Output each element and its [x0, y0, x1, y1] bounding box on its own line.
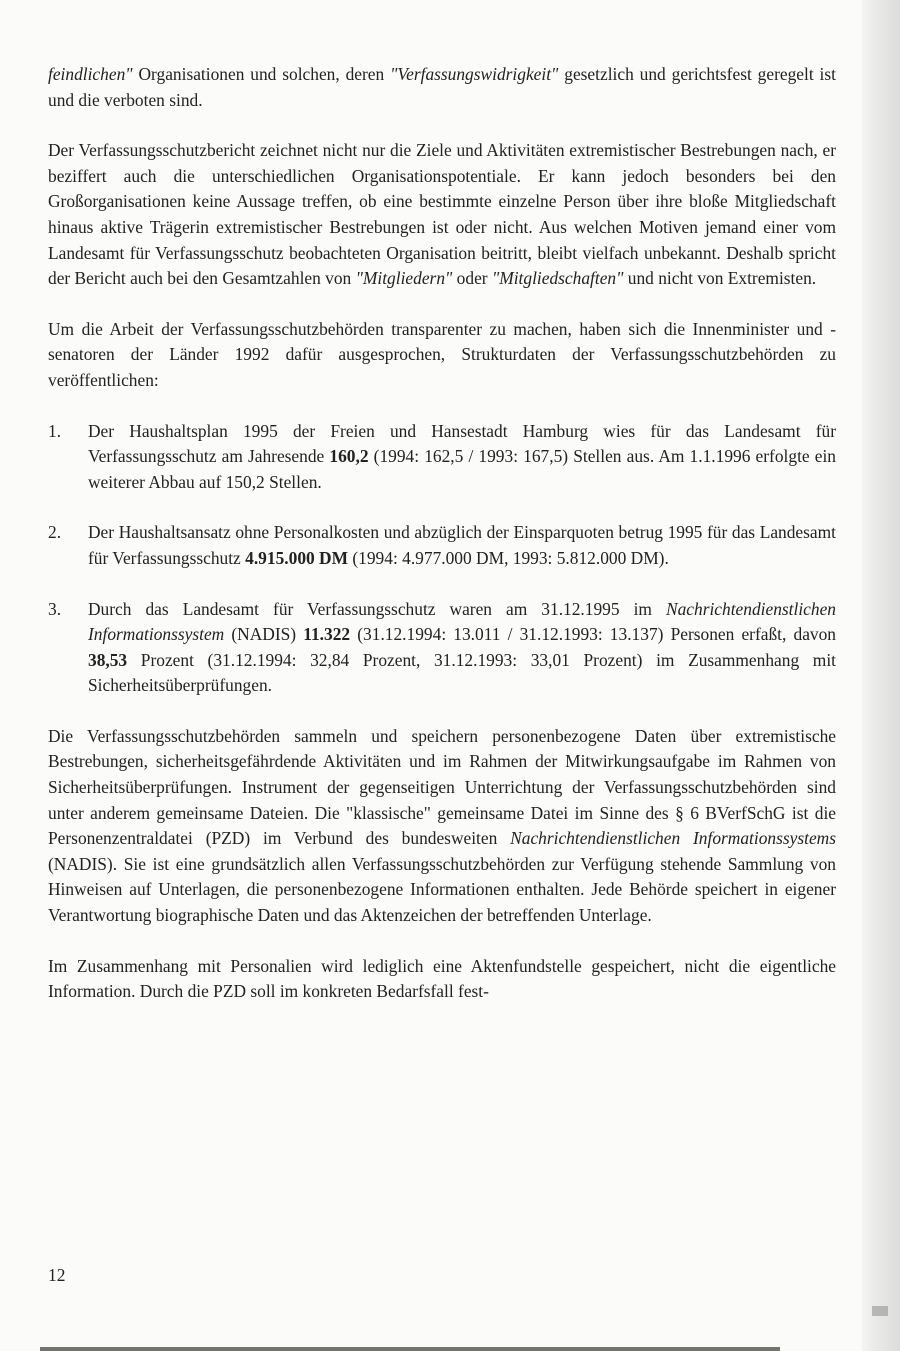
text-run: (NADIS) — [224, 624, 304, 645]
italic-term: "Mitgliedern" — [355, 268, 453, 289]
text-run: Prozent (31.12.1994: 32,84 Prozent, 31.12.1993: 33,01 Prozent) im Zusammenhang mit Sicherheitsüberprüfungen. — [88, 649, 836, 696]
page-number: 12 — [48, 1265, 66, 1285]
text-run: (1994: 4.977.000 DM, 1993: 5.812.000 DM). — [348, 547, 669, 568]
bold-value: 160,2 — [329, 446, 369, 467]
text-run: oder — [452, 268, 492, 289]
text-run: (1994: 162,5 / 1993: 167,5) Stellen aus. Am 1.1.1996 erfolgte ein weiterer Abbau auf 150,2 Stellen. — [88, 446, 836, 492]
list-number: 2. — [48, 522, 62, 543]
list-item — [48, 597, 836, 699]
list-number: 1. — [48, 420, 62, 441]
paragraph-report-description — [48, 138, 836, 292]
scan-mark — [872, 1306, 888, 1316]
text-run: Der Verfassungsschutzbericht zeichnet nicht nur die Ziele und Aktivitäten extremistischer Bestrebungen nach, er beziffert auch die unterschiedlichen Organisationspotentiale. Er kann jedoch besonders bei den Großorganisationen keine Aussage treffen, ob eine bestimmte einzelne Person über ihre bloße Mitgliedschaft hinaus aktive Trägerin extremistischer Bestrebungen ist oder nicht. Aus welchen Motiven jemand einer vom Landesamt für Verfassungsschutz beobachteten Organisation beitritt, bleibt vielfach unbekannt. Deshalb spricht der Bericht auch bei den Gesamtzahlen von — [48, 140, 836, 289]
list-item — [48, 419, 836, 496]
italic-term: Nachrichtendienstlichen Informationssystem — [88, 598, 836, 645]
italic-term: Nachrichtendienstlichen Informationssystems — [510, 828, 836, 849]
text-run: Durch das Landesamt für Verfassungsschutz waren am 31.12.1995 im — [88, 598, 666, 619]
bold-value: 38,53 — [88, 649, 128, 670]
list-item — [48, 520, 836, 571]
page-gutter-shadow — [862, 0, 900, 1351]
page-content — [48, 62, 836, 1030]
structure-data-list — [48, 419, 836, 699]
page-bottom-edge — [40, 1347, 780, 1351]
text-run: Organisationen und solchen, deren — [132, 64, 391, 84]
text-run: Die Verfassungsschutzbehörden sammeln und speichern personenbezogene Daten über extremistische Bestrebungen, sicherheitsgefährdende Aktivitäten und im Rahmen der Mitwirkungsaufgabe im Rahmen von Sicherheitsüberprüfungen. Instrument der gegenseitigen Unterrichtung der Verfassungsschutzbehörden sind unter anderem gemeinsame Dateien. Die "klassische" gemeinsame Datei im Sinne des § 6 BVerfSchG ist die Personenzentraldatei (PZD) im Verbund des bundesweiten — [48, 725, 836, 849]
paragraph-transparency: Um die Arbeit der Verfassungsschutzbehörden transparenter zu machen, haben sich die Innenminister und -senatoren der Länder 1992 dafür ausgesprochen, Strukturdaten der Verfassungsschutzbehörden zu veröffentlichen: — [48, 318, 836, 390]
bold-value: 4.915.000 DM — [245, 547, 349, 568]
text-run: (NADIS). Sie ist eine grundsätzlich allen Verfassungsschutzbehörden zur Verfügung stehende Sammlung von Hinweisen auf Unterlagen, die personenbezogene Informationen enthalten. Jede Behörde speichert in eigener Verantwortung biographische Daten und das Aktenzeichen der betreffenden Unterlage. — [48, 853, 836, 926]
text-run: und nicht von Extremisten. — [623, 268, 817, 289]
paragraph-data-collection — [48, 724, 836, 929]
text-run: Der Haushaltsansatz ohne Personalkosten und abzüglich der Einsparquoten betrug 1995 für das Landesamt für Verfassungsschutz — [88, 522, 836, 568]
paragraph-file-reference: Im Zusammenhang mit Personalien wird lediglich eine Aktenfundstelle gespeichert, nicht die eigentliche Information. Durch die PZD soll im konkreten Bedarfsfall fest- — [48, 955, 836, 1002]
text-run: (31.12.1994: 13.011 / 31.12.1993: 13.137) Personen erfaßt, davon — [350, 624, 837, 645]
italic-term: feindlichen" — [48, 64, 133, 84]
paragraph-continuation — [48, 62, 836, 113]
list-number: 3. — [48, 598, 62, 619]
text-run: Der Haushaltsplan 1995 der Freien und Hansestadt Hamburg wies für das Landesamt für Verfassungsschutz am Jahresende — [88, 420, 836, 467]
italic-term: "Mitgliedschaften" — [491, 268, 624, 289]
italic-term: "Verfassungswidrigkeit" — [390, 64, 559, 84]
text-run: gesetzlich und gerichtsfest geregelt ist und die verboten sind. — [48, 64, 836, 110]
bold-value: 11.322 — [303, 624, 351, 645]
